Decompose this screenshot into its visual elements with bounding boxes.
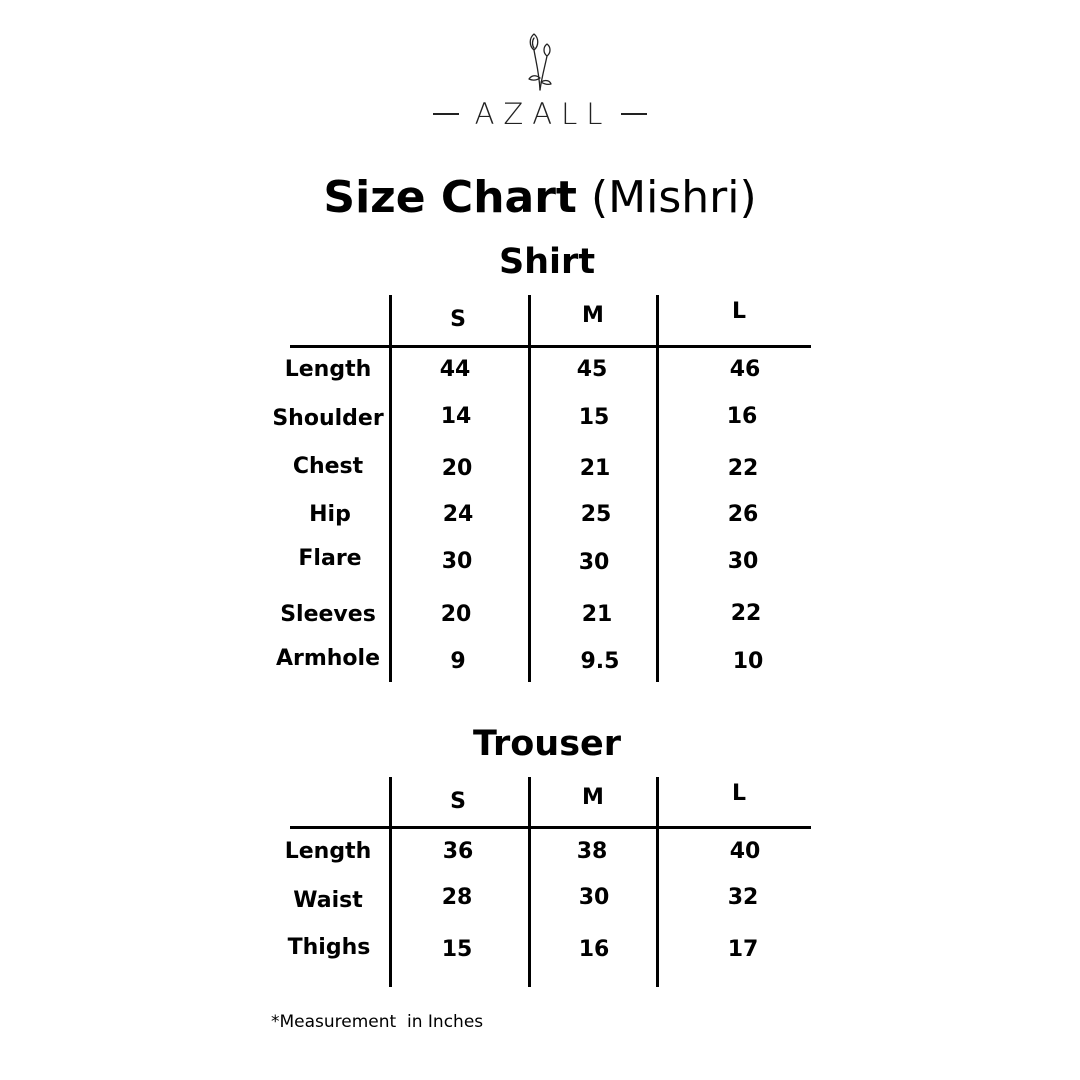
shirt-cell: 20 <box>440 602 472 627</box>
shirt-cell: 24 <box>442 502 474 527</box>
shirt-cell: 9 <box>450 649 466 674</box>
shirt-cell: 45 <box>576 357 608 382</box>
trouser-cell: 28 <box>441 885 473 910</box>
shirt-cell: 22 <box>727 456 759 481</box>
shirt-size-header-l: L <box>731 299 747 324</box>
tulip-flower-icon <box>522 32 558 94</box>
page-title-product: (Mishri) <box>590 172 757 223</box>
trouser-size-header-s: S <box>450 789 466 814</box>
trouser-size-header-l: L <box>731 781 747 806</box>
shirt-cell: 20 <box>441 456 473 481</box>
trouser-cell: 36 <box>442 839 474 864</box>
shirt-cell: 22 <box>730 601 762 626</box>
shirt-row-label: Armhole <box>275 646 381 671</box>
brand-logo <box>0 96 1080 132</box>
brand-rule-left <box>433 113 459 115</box>
shirt-row-label: Hip <box>309 502 351 527</box>
trouser-row-label: Length <box>284 839 372 864</box>
trouser-cell: 32 <box>727 885 759 910</box>
shirt-cell: 21 <box>579 456 611 481</box>
shirt-cell: 46 <box>729 357 761 382</box>
trouser-column-divider-3 <box>656 777 659 987</box>
shirt-cell: 30 <box>578 550 610 575</box>
shirt-cell: 15 <box>578 405 610 430</box>
measurement-footnote: *Measurement in Inches <box>271 1012 484 1032</box>
shirt-cell: 16 <box>726 404 758 429</box>
shirt-header-divider <box>290 345 811 348</box>
shirt-cell: 30 <box>727 549 759 574</box>
trouser-cell: 38 <box>576 839 608 864</box>
shirt-cell: 9.5 <box>580 649 620 674</box>
trouser-cell: 17 <box>727 937 759 962</box>
shirt-size-header-s: S <box>450 307 466 332</box>
shirt-cell: 44 <box>439 357 471 382</box>
trouser-cell: 16 <box>578 937 610 962</box>
shirt-cell: 30 <box>441 549 473 574</box>
shirt-section-title: Shirt <box>498 242 596 282</box>
shirt-cell: 25 <box>580 502 612 527</box>
shirt-row-label: Shoulder <box>272 406 384 431</box>
shirt-row-label: Sleeves <box>280 602 376 627</box>
trouser-column-divider-2 <box>528 777 531 987</box>
shirt-row-label: Chest <box>292 454 364 479</box>
trouser-section-title: Trouser <box>472 724 622 764</box>
trouser-cell: 40 <box>729 839 761 864</box>
shirt-cell: 10 <box>732 649 764 674</box>
trouser-cell: 30 <box>578 885 610 910</box>
trouser-cell: 15 <box>441 937 473 962</box>
trouser-row-label: Thighs <box>287 935 371 960</box>
brand-rule-right <box>621 113 647 115</box>
trouser-header-divider <box>290 826 811 829</box>
trouser-size-header-m: M <box>582 785 604 810</box>
shirt-size-header-m: M <box>582 303 604 328</box>
shirt-cell: 14 <box>440 404 472 429</box>
brand-name: AZALL <box>474 97 612 131</box>
trouser-row-label: Waist <box>293 888 363 913</box>
shirt-row-label: Flare <box>298 546 362 571</box>
shirt-column-divider-2 <box>528 295 531 682</box>
page-title <box>0 168 1080 228</box>
page-title-main: Size Chart <box>323 172 577 223</box>
shirt-cell: 21 <box>581 602 613 627</box>
shirt-row-label: Length <box>284 357 372 382</box>
shirt-cell: 26 <box>727 502 759 527</box>
